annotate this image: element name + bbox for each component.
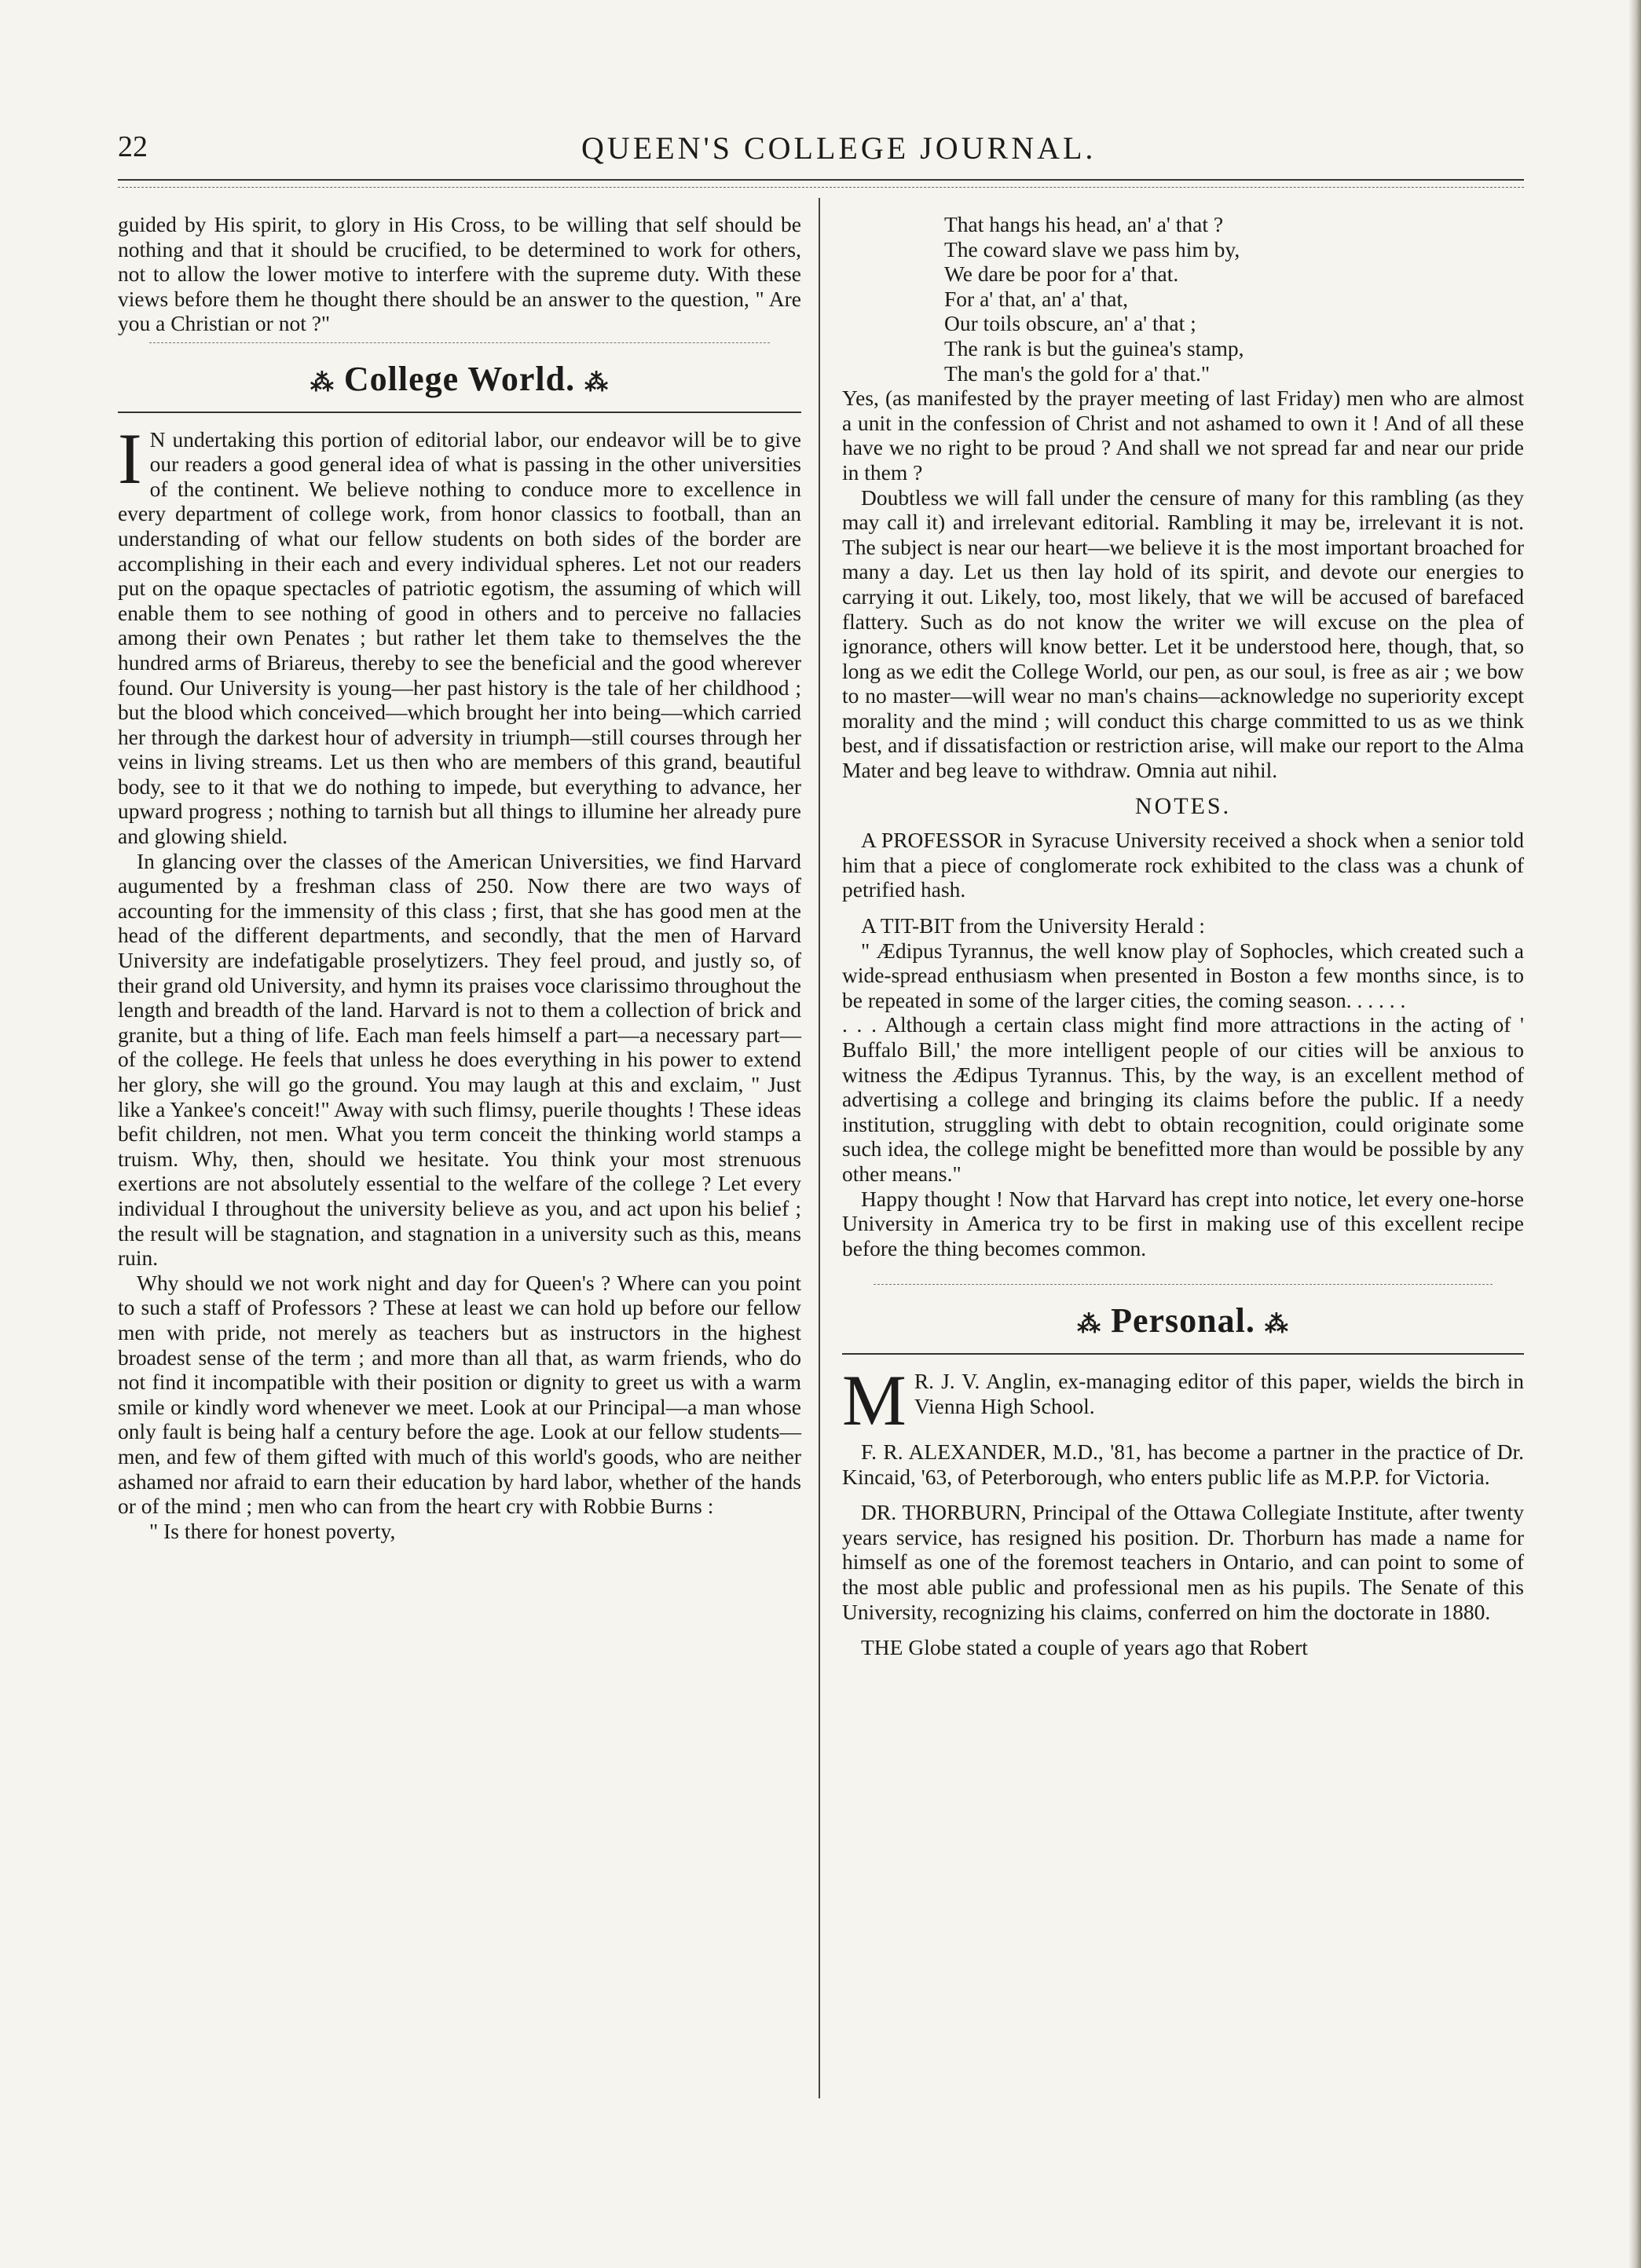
header-rule-dashed xyxy=(118,187,1524,188)
right-column xyxy=(842,212,1524,1660)
verse-line: The coward slave we pass him by, xyxy=(944,236,1240,262)
section-divider xyxy=(149,342,770,343)
personal-heading: ⁂ Personal. ⁂ xyxy=(1077,1301,1289,1341)
ornament-left-icon: ⁂ xyxy=(310,369,335,396)
left-column xyxy=(118,212,801,1543)
verse-line: For a' that, an' a' that, xyxy=(944,286,1129,311)
verse-line: The man's the gold for a' that." xyxy=(944,360,1211,386)
header-rule xyxy=(118,179,1524,181)
column-divider xyxy=(819,198,820,2098)
burns-verse xyxy=(944,212,1524,386)
section-divider xyxy=(874,1284,1493,1285)
drop-cap: I xyxy=(118,418,142,499)
note-1: A PROFESSOR in Syracuse University received a shock when a senior told him that a piece of conglomerate rock exhibited to the class was a chunk of petrified hash. xyxy=(842,828,1524,902)
personal-item-3: DR. THORBURN, Principal of the Ottawa Collegiate Institute, after twenty years service, has resigned his position. Dr. Thorburn has made a name for himself as one of the foremost teachers in Ontario, and can point to some of the most able public and professional men as his pupils. The Senate of this University, recognizing his claims, conferred on him the doctorate in 1880. xyxy=(842,1500,1524,1624)
heading-rule xyxy=(842,1353,1524,1355)
note-3: Happy thought ! Now that Harvard has crept into notice, let every one-horse University in America try to be first in making use of this excellent recipe before the thing becomes common. xyxy=(842,1186,1524,1260)
page-number: 22 xyxy=(118,130,148,163)
note-2-intro: A TIT-BIT from the University Herald : xyxy=(861,913,1205,938)
journal-title: QUEEN'S COLLEGE JOURNAL. xyxy=(581,130,1097,166)
verse-start: " Is there for honest poverty, xyxy=(149,1518,396,1543)
verse-line: We dare be poor for a' that. xyxy=(944,262,1179,287)
verse-line: Our toils obscure, an' a' that ; xyxy=(944,311,1196,336)
notes-heading: NOTES. xyxy=(1134,792,1232,819)
college-world-paragraph-5: Doubtless we will fall under the censure of many for this rambling (as they may call it) and irrelevant editorial. Rambling it may be, irrelevant it is not. The subject is near our heart—we believe it is the most important broached for many a day. Let us then lay hold of its spirit, and devote our energies to carrying it out. Likely, too, most likely, that we will be accused of barefaced flattery. Such as do not know the writer we will excuse on the plea of ignorance, others will know better. Let it be understood here, though, that, so long as we edit the College World, our pen, as our soul, is free as air ; we bow to no master—will wear no man's chains—acknowledge no superiority except morality and the mind ; will conduct this charge committed to us as we think best, and if dissatisfaction or restriction arise, will make our report to the Alma Mater and beg leave to withdraw. Omnia aut nihil. xyxy=(842,485,1524,783)
personal-item-2: F. R. ALEXANDER, M.D., '81, has become a partner in the practice of Dr. Kincaid, '63, of Peterborough, who enters public life as M.P.P. for Victoria. xyxy=(842,1439,1524,1489)
personal-item-1: M R. J. V. Anglin, ex-managing editor of this paper, wields the birch in Vienna High School. xyxy=(842,1359,1524,1440)
page-edge xyxy=(1628,0,1641,2268)
page-header xyxy=(118,130,1524,185)
ornament-right-icon: ⁂ xyxy=(584,369,610,396)
verse-line: The rank is but the guinea's stamp, xyxy=(944,335,1244,360)
college-world-paragraph-2: In glancing over the classes of the American Universities, we find Harvard augumented by a freshman class of 250. Now there are two ways of accounting for the immensity of this class ; first, that she has good men at the head of the different departments, and secondly, that the men of Harvard University are indefatigable proselytizers. They feel proud, and justly so, of their grand old University, and hymn its praises voce clarissimo throughout the length and breadth of the land. Harvard is not to them a collection of brick and granite, but a thing of life. Each man feels himself a part—a necessary part—of the college. He feels that unless he does everything in his power to extend her glory, she will go the ground. You may laugh at this and exclaim, " Just like a Yankee's conceit!" Away with such flimsy, puerile thoughts ! These ideas befit children, not men. What you term conceit the thinking world stamps a truism. Why, then, should we hesitate. You think your most strenuous exertions are not absolutely essential to the welfare of the college ? Let every individual I throughout the university believe as you, and act upon his belief ; the result will be stagnation, and stagnation in a university such as this, means ruin. xyxy=(118,848,801,1271)
ornament-right-icon: ⁂ xyxy=(1264,1311,1289,1338)
college-world-paragraph-1: I N undertaking this portion of editorial labor, our endeavor will be to give our readers a good general idea of what is passing in the other universities of the continent. We believe nothing to conduce more to excellence in every department of college work, from honor classics to football, than an understanding of what our fellow students on both sides of the border are accomplishing in their each and every individual spheres. Let not our readers put on the opaque spectacles of patriotic egotism, the assuming of which will enable them to see nothing of good in others and to perceive no fallacies among their own Penates ; but rather let them take to themselves the the hundred arms of Briareus, thereby to see the beneficial and the good wherever found. Our University is young—her past history is the tale of her childhood ; but the blood which conceived—which brought her into being—which carried her through the darkest hour of adversity in triumph—still courses through her veins in living streams. Let us then who are members of this grand, beautiful body, see to it that we do nothing to impede, but everything to advance, her upward progress ; nothing to tarnish but all things to illumine her already pure and glowing shield. xyxy=(118,418,801,849)
personal-item-4: THE Globe stated a couple of years ago that Robert xyxy=(861,1635,1308,1660)
drop-cap: M xyxy=(842,1359,907,1440)
college-world-heading: ⁂ College World. ⁂ xyxy=(310,359,610,398)
heading-rule xyxy=(118,412,801,413)
note-2-quote: " Ædipus Tyrannus, the well know play of Sophocles, which created such a wide-spread enthusiasm when presented in Boston a few months since, is to be repeated in some of the larger cities, the coming season. . . . . . xyxy=(842,938,1524,1012)
intro-paragraph: guided by His spirit, to glory in His Cross, to be willing that self should be nothing and that it should be crucified, to be determined to work for others, not to allow the lower motive to interfere with the supreme duty. With these views before them he thought there should be an answer to the question, " Are you a Christian or not ?" xyxy=(118,212,801,336)
note-2-quote-cont: . . . Although a certain class might find more attractions in the acting of ' Buffalo Bill,' the more intelligent people of our cities will be anxious to witness the Ædipus Tyrannus. This, by the way, is an excellent method of advertising a college and bringing its claims before the public. If a needy institution, struggling with debt to obtain recognition, could originate some such idea, the college might be benefitted more than would be possible by any other means." xyxy=(842,1012,1524,1186)
college-world-paragraph-4: Yes, (as manifested by the prayer meeting of last Friday) men who are almost a unit in the confession of Christ and not ashamed to own it ! And of all these have we no right to be proud ? And shall we not spread far and near our pride in them ? xyxy=(842,386,1524,485)
verse-line: That hangs his head, an' a' that ? xyxy=(944,212,1224,236)
ornament-left-icon: ⁂ xyxy=(1077,1311,1102,1338)
college-world-paragraph-3: Why should we not work night and day for Queen's ? Where can you point to such a staff of Professors ? These at least we can hold up before our fellow men with pride, not merely as teachers but as instructors in the highest broadest sense of the term ; and more than all that, as warm friends, who do not find it incompatible with their position or dignity to greet us with a warm smile or kindly word whenever we meet. Look at our Principal—a man whose only fault is being half a century before the age. Look at our fellow students—men, and few of them gifted with much of this world's goods, who are neither ashamed nor afraid to earn their education by hard labor, whether of the hands or of the mind ; men who can from the heart cry with Robbie Burns : xyxy=(118,1270,801,1519)
